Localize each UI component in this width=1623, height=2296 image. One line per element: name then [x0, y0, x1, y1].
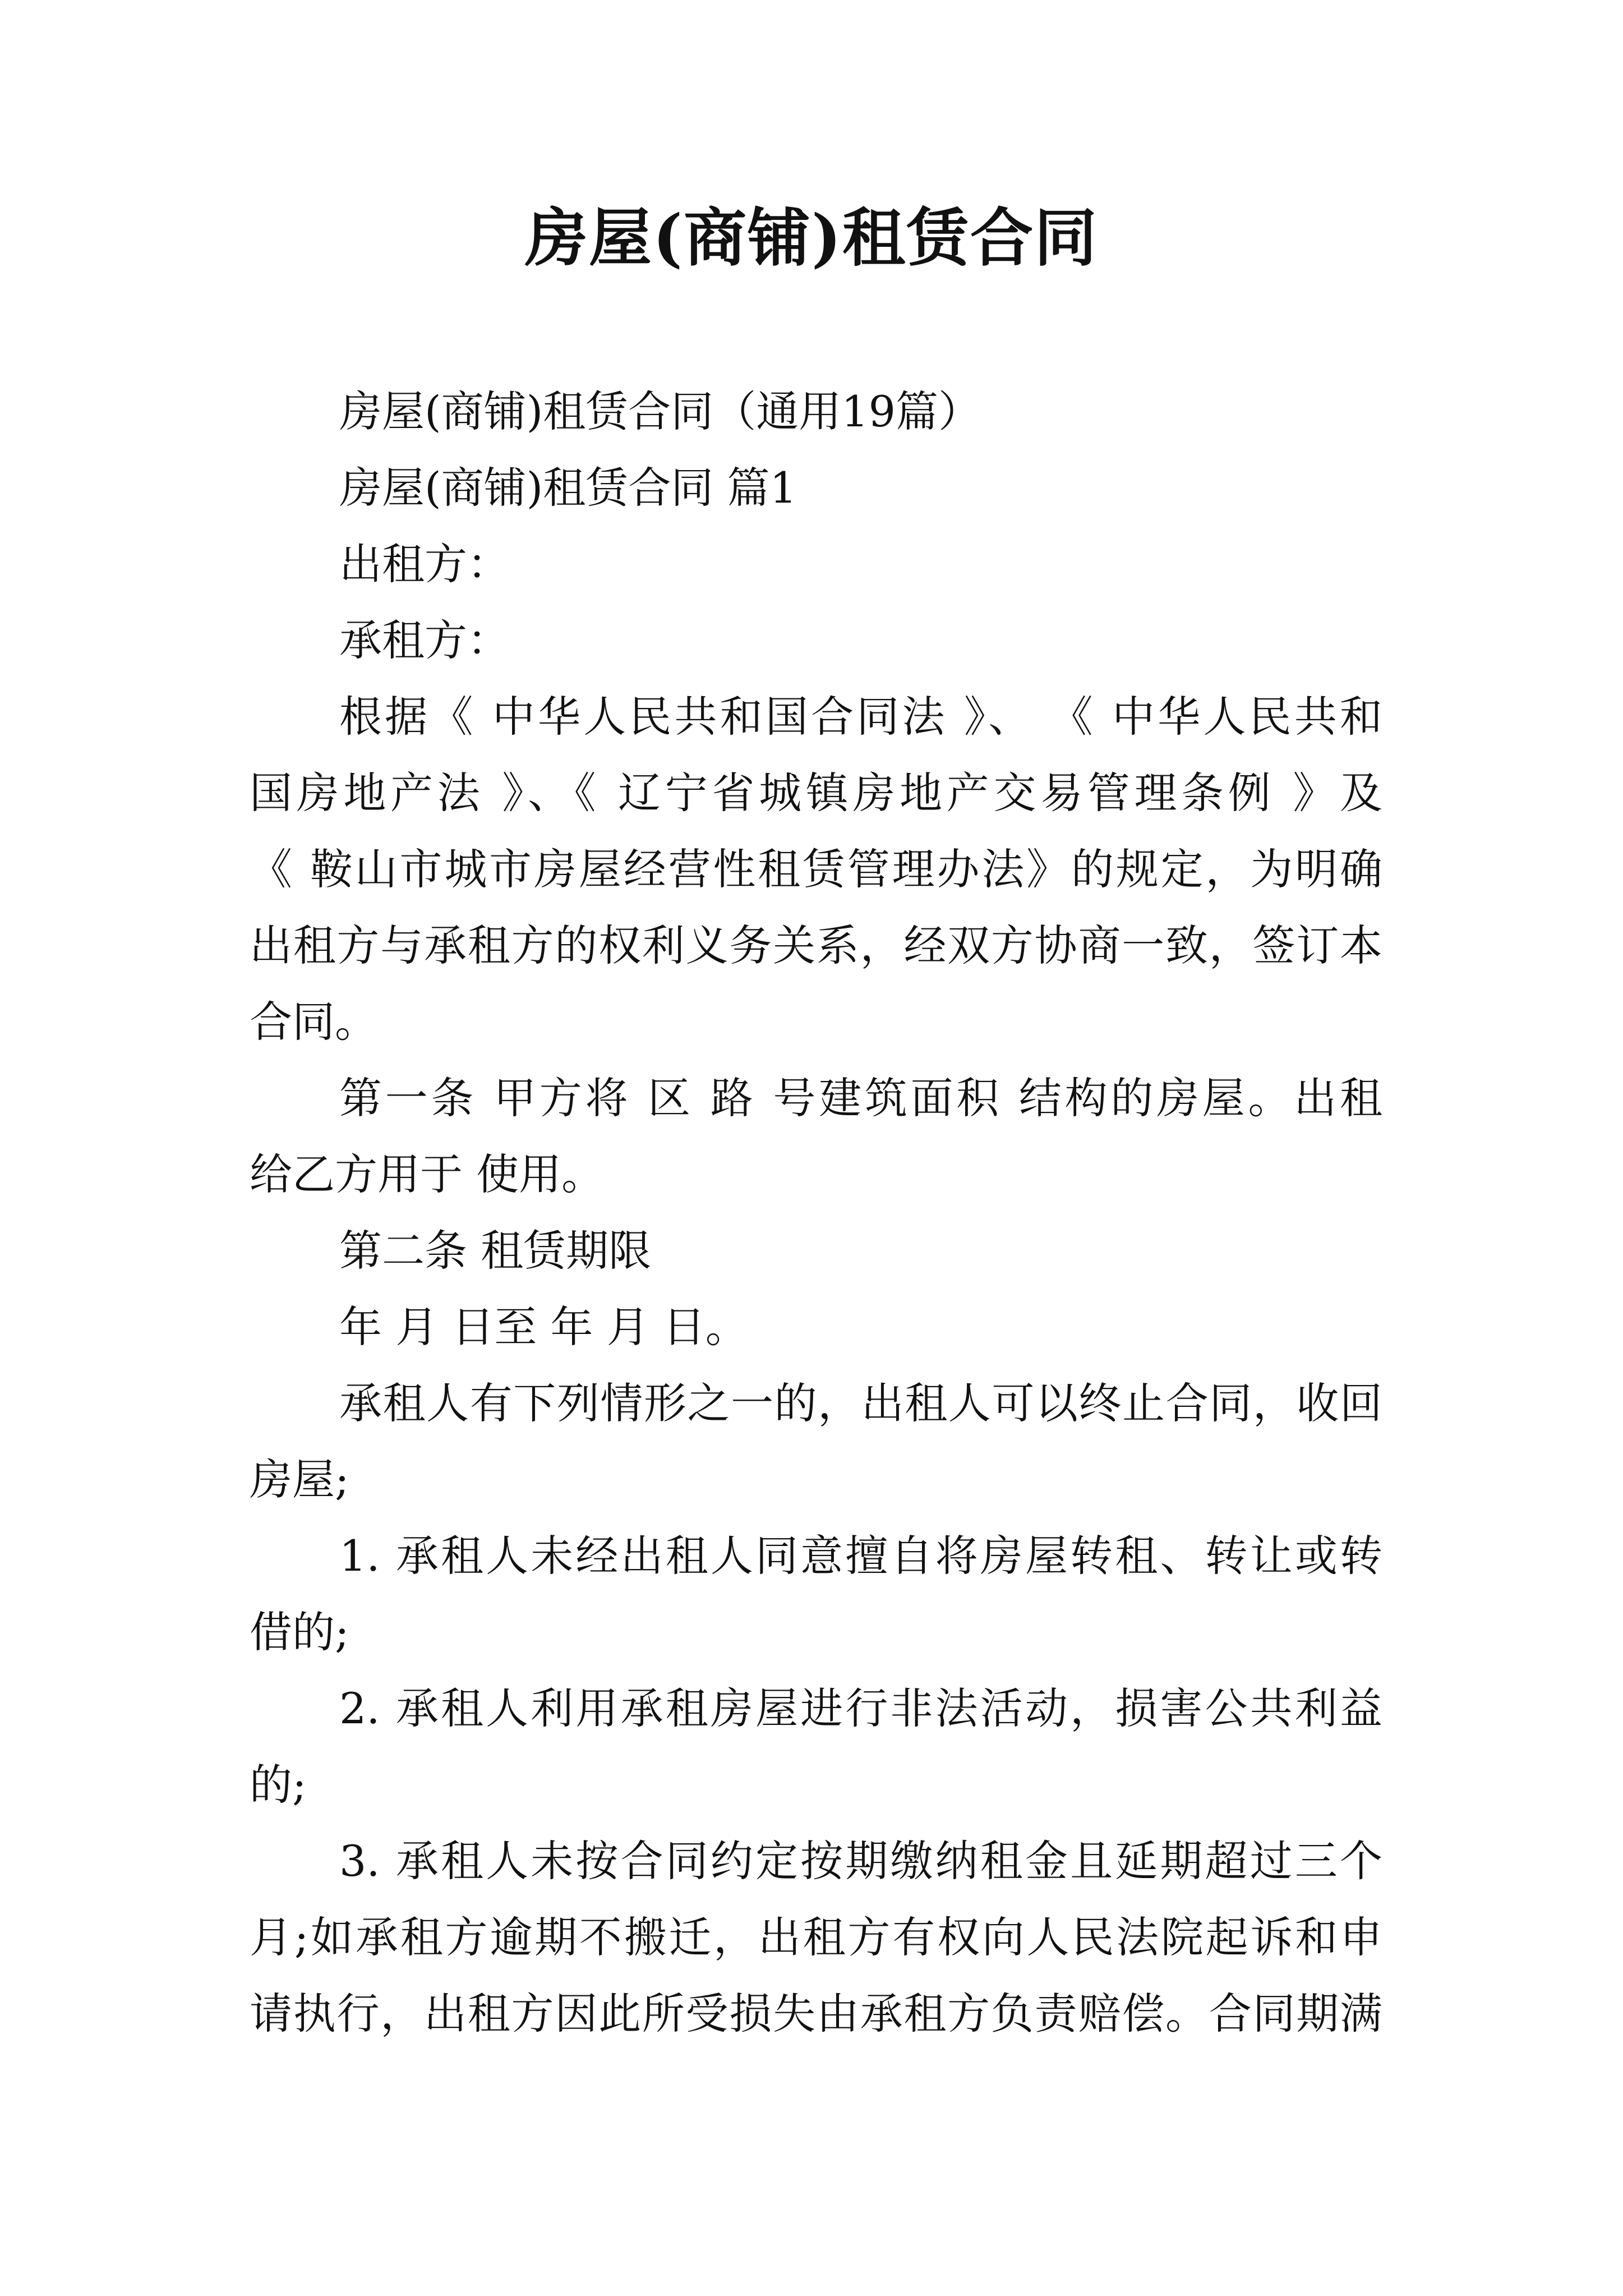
paragraph-line: 《 鞍山市城市房屋经营性租赁管理办法》的规定，为明确: [250, 844, 1382, 894]
paragraph-line: 合同。: [250, 997, 377, 1047]
list-item-line: 1. 承租人未经出租人同意擅自将房屋转租、转让或转: [339, 1531, 1382, 1581]
paragraph-line: 根据《 中华人民共和国合同法 》、 《 中华人民共和: [339, 692, 1382, 742]
lessee-line: 承租方：: [339, 615, 510, 665]
article-line: 第一条 甲方将 区 路 号建筑面积 结构的房屋。出租: [339, 1073, 1382, 1123]
article-heading: 第二条 租赁期限: [339, 1226, 652, 1276]
paragraph-line: 请执行，出租方因此所受损失由承租方负责赔偿。合同期满: [250, 1989, 1382, 2039]
list-item-line: 3. 承租人未按合同约定按期缴纳租金且延期超过三个: [339, 1836, 1382, 1886]
date-range-line: 年 月 日至 年 月 日。: [339, 1302, 748, 1352]
lessor-line: 出租方：: [339, 539, 510, 589]
subtitle-line: 房屋(商铺)租赁合同（通用19篇）: [339, 386, 981, 436]
paragraph-line: 房屋;: [250, 1455, 349, 1504]
list-item-line: 借的;: [250, 1607, 349, 1657]
document-title: 房屋(商铺)租赁合同: [525, 201, 1098, 275]
list-item-line: 2. 承租人利用承租房屋进行非法活动，损害公共利益: [339, 1683, 1382, 1733]
section-heading: 房屋(商铺)租赁合同 篇1: [339, 463, 797, 513]
paragraph-line: 出租方与承租方的权利义务关系，经双方协商一致，签订本: [250, 921, 1382, 970]
paragraph-line: 月;如承租方逾期不搬迁，出租方有权向人民法院起诉和申: [250, 1912, 1382, 1962]
list-item-line: 的;: [250, 1760, 307, 1810]
document-body: [250, 374, 1382, 2052]
paragraph-line: 国房地产法 》、《 辽宁省城镇房地产交易管理条例 》及: [250, 768, 1382, 818]
article-line: 给乙方用于 使用。: [250, 1149, 605, 1199]
paragraph-line: 承租人有下列情形之一的，出租人可以终止合同，收回: [339, 1378, 1382, 1428]
